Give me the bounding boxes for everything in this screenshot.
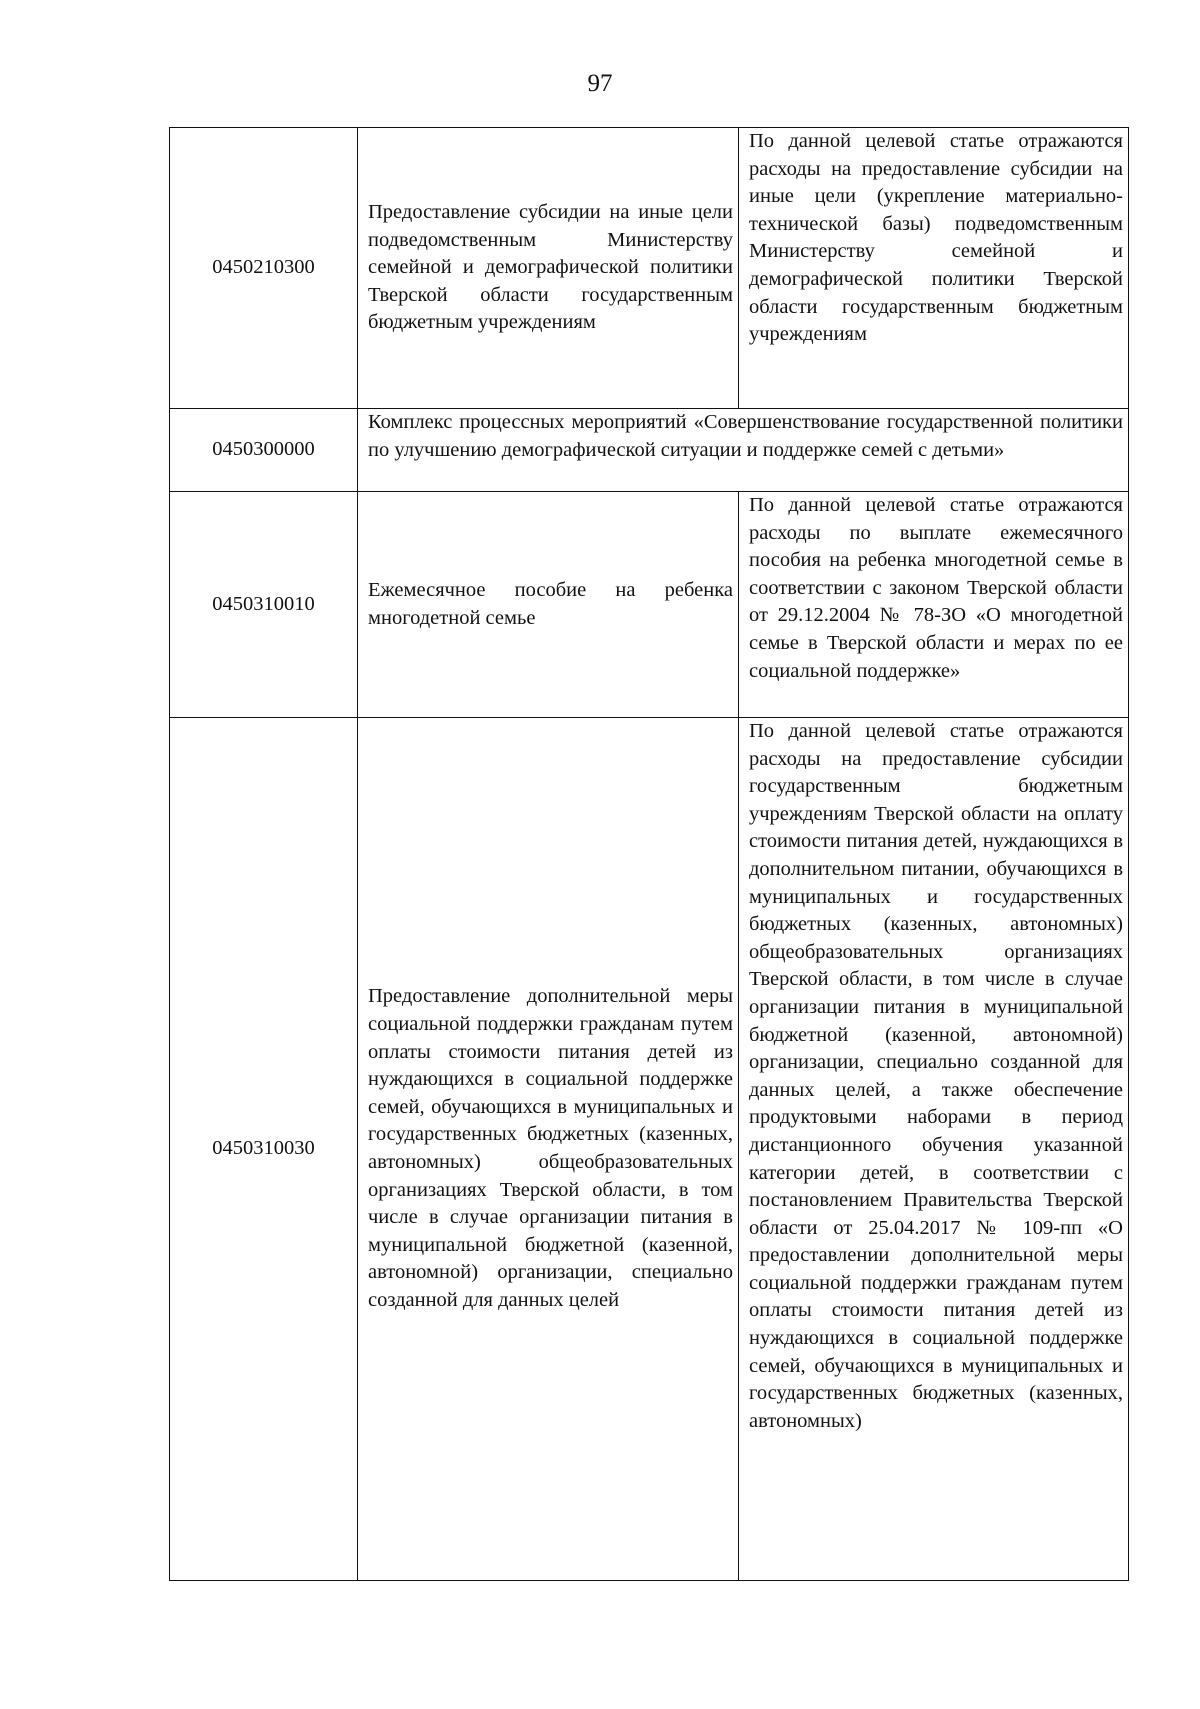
- table-row: [170, 409, 1129, 492]
- target-article-code: 0450310010: [170, 492, 358, 718]
- target-article-code: 0450310030: [170, 718, 358, 1581]
- table-row: [170, 718, 1129, 1581]
- target-article-code: 0450210300: [170, 128, 358, 409]
- target-article-name: Предоставление дополнительной меры социальной поддержки гражданам путем оплаты стоимости питания детей из нуждающихся в социальной поддержке семей, обучающихся в муниципальных и государственных бюджетных (казенных, автономных) общеобразовательных организациях Тверской области, в том числе в случае организации питания в муниципальной бюджетной (казенной, автономной) организации, специально созданной для данных целей: [358, 718, 739, 1581]
- budget-classification-table: [169, 127, 1129, 1581]
- table-row: [170, 128, 1129, 409]
- target-article-description: По данной целевой статье отражаются расходы на предоставление субсидии на иные цели (укрепление материально-технической базы) подведомственным Министерству семейной и демографической политики Тверской области государственным бюджетным учреждениям: [739, 128, 1129, 409]
- table-row: [170, 492, 1129, 718]
- page-number: 97: [587, 70, 613, 97]
- target-article-code: 0450300000: [170, 409, 358, 492]
- target-article-name: Предоставление субсидии на иные цели подведомственным Министерству семейной и демографической политики Тверской области государственным бюджетным учреждениям: [358, 128, 739, 409]
- target-article-name: Комплекс процессных мероприятий «Совершенствование государственной политики по улучшению демографической ситуации и поддержке семей с детьми»: [358, 409, 1129, 492]
- target-article-description: По данной целевой статье отражаются расходы по выплате ежемесячного пособия на ребенка многодетной семье в соответствии с законом Тверской области от 29.12.2004 № 78-ЗО «О многодетной семье в Тверской области и мерах по ее социальной поддержке»: [739, 492, 1129, 718]
- target-article-name: Ежемесячное пособие на ребенка многодетной семье: [358, 492, 739, 718]
- target-article-description: По данной целевой статье отражаются расходы на предоставление субсидии государственным бюджетным учреждениям Тверской области на оплату стоимости питания детей, нуждающихся в дополнительном питании, обучающихся в муниципальных и государственных бюджетных (казенных, автономных) общеобразовательных организациях Тверской области, в том числе в случае организации питания в муниципальной бюджетной (казенной, автономной) организации, специально созданной для данных целей, а также обеспечение продуктовыми наборами в период дистанционного обучения указанной категории детей, в соответствии с постановлением Правительства Тверской области от 25.04.2017 № 109-пп «О предоставлении дополнительной меры социальной поддержки гражданам путем оплаты стоимости питания детей из нуждающихся в социальной поддержке семей, обучающихся в муниципальных и государственных бюджетных (казенных, автономных): [739, 718, 1129, 1581]
